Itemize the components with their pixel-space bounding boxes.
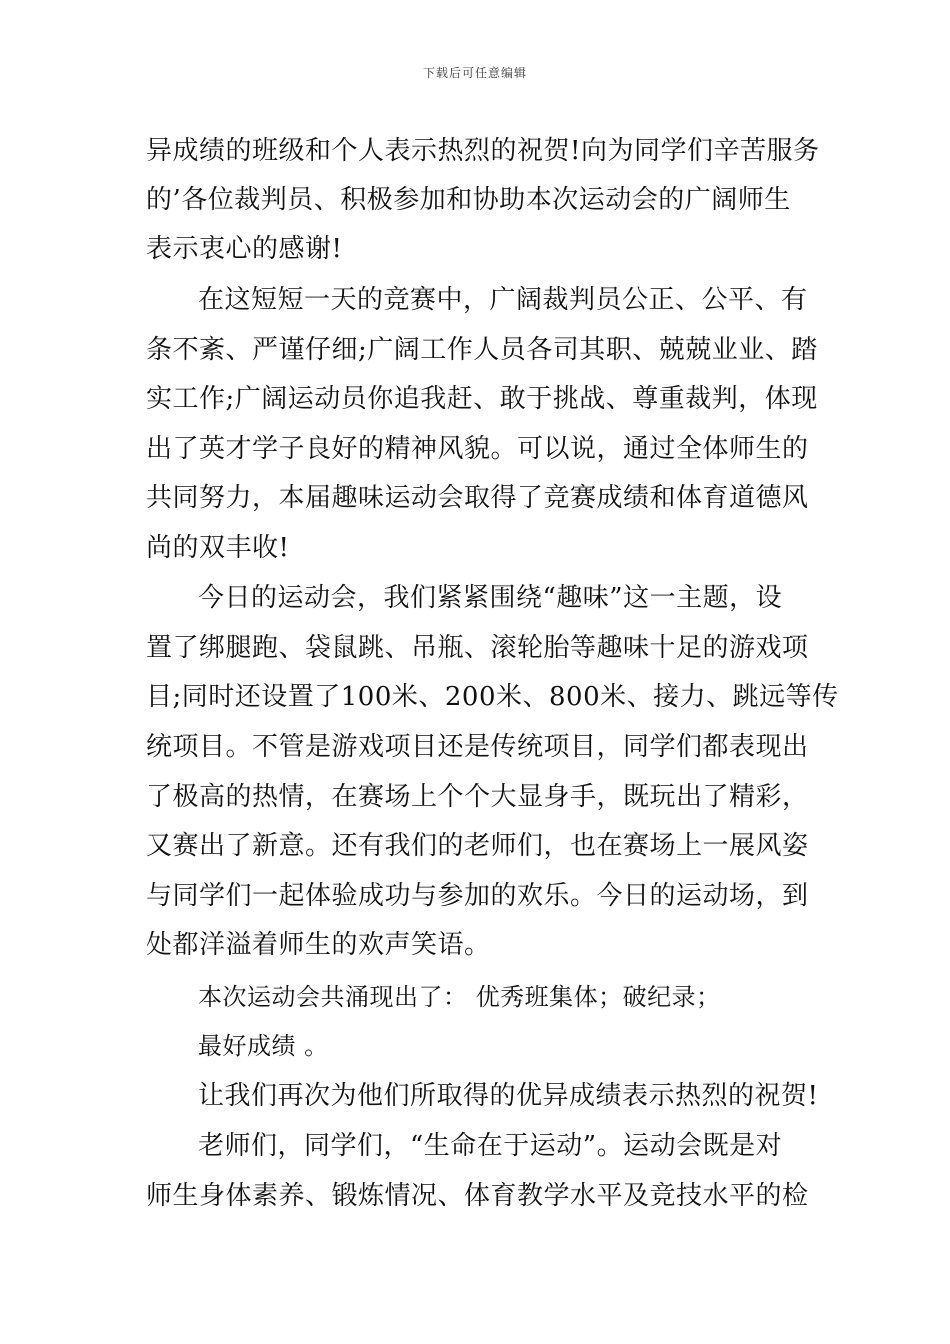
text-line: 今日的运动会，我们紧紧围绕“趣味”这一主题，设 <box>198 583 783 613</box>
text-line: 与同学们一起体验成功与参加的欢乐。今日的运动场，到 <box>146 881 809 911</box>
text-line: 置了绑腿跑、袋鼠跳、吊瓶、滚轮胎等趣味十足的游戏项 <box>146 633 809 663</box>
text-line: 师生身体素养、锻炼情况、体育教学水平及竞技水平的检 <box>146 1181 809 1211</box>
text-line: 又赛出了新意。还有我们的老师们，也在赛场上一展风姿 <box>146 831 809 861</box>
text-line: 尚的双丰收! <box>146 533 290 563</box>
text-line: 共同努力，本届趣味运动会取得了竞赛成绩和体育道德风 <box>146 483 809 513</box>
text-line: 本次运动会共涌现出了： 优秀班集体；破纪录； <box>198 983 721 1011</box>
text-line: 条不紊、严谨仔细;广阔工作人员各司其职、兢兢业业、踏 <box>146 335 818 365</box>
text-line: 表示衷心的感谢! <box>146 234 343 264</box>
text-line: 的’各位裁判员、积极参加和协助本次运动会的广阔师生 <box>146 185 791 215</box>
page-header: 下载后可任意编辑 <box>422 66 527 80</box>
text-line: 在这短短一天的竞赛中，广阔裁判员公正、公平、有 <box>198 285 808 315</box>
text-line: 统项目。不管是游戏项目还是传统项目，同学们都表现出 <box>146 732 809 762</box>
text-line: 老师们，同学们，“生命在于运动”。运动会既是对 <box>198 1131 783 1161</box>
text-line: 出了英才学子良好的精神风貌。可以说，通过全体师生的 <box>146 434 809 464</box>
text-line: 目;同时还设置了100米、200米、800米、接力、跳远等传 <box>146 682 839 712</box>
text-line: 异成绩的班级和个人表示热烈的祝贺!向为同学们辛苦服务 <box>146 136 820 166</box>
text-line: 处都洋溢着师生的欢声笑语。 <box>146 930 491 960</box>
text-line: 最好成绩 。 <box>198 1032 329 1060</box>
text-line: 让我们再次为他们所取得的优异成绩表示热烈的祝贺! <box>198 1081 819 1111</box>
text-line: 实工作;广阔运动员你追我赶、敢于挑战、尊重裁判，体现 <box>146 384 818 414</box>
text-line: 了极高的热情，在赛场上个个大显身手，既玩出了精彩， <box>146 782 809 812</box>
